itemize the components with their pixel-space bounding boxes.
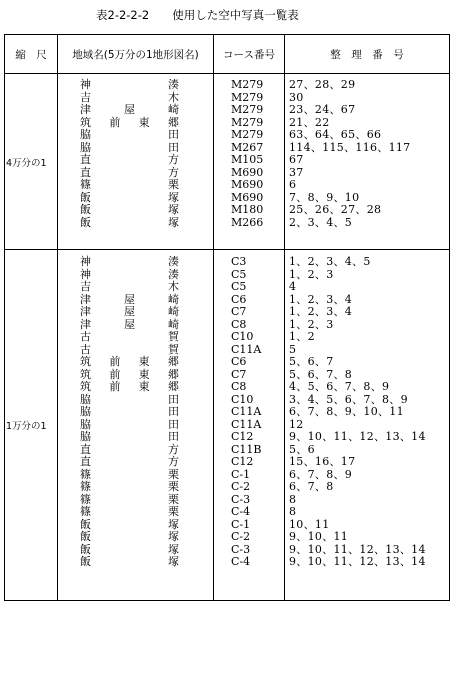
area-char: 篠 (80, 178, 91, 191)
area-char: 栗 (168, 178, 179, 191)
area-char: 飯 (80, 190, 91, 204)
serial-numbers: 9、10、11、12、13、14 (289, 430, 426, 443)
course-number: C-1 (231, 517, 251, 531)
serial-numbers: 12 (289, 417, 304, 431)
course-number: M279 (231, 90, 264, 104)
area-char: 東 (138, 115, 150, 129)
serial-numbers: 6、7、8、9 (289, 467, 353, 481)
area-char: 津 (80, 103, 91, 116)
area-char: 賀 (168, 330, 179, 343)
area-char: 篠 (80, 467, 91, 481)
course-number: M279 (231, 128, 264, 141)
serial-numbers: 8 (289, 492, 297, 506)
serial-numbers: 67 (289, 153, 304, 166)
area-char: 塚 (168, 517, 179, 531)
area-char: 飯 (80, 215, 91, 229)
course-number: C12 (231, 430, 254, 443)
course-number: M279 (231, 115, 264, 129)
area-char: 崎 (168, 103, 179, 116)
serial-numbers: 5、6 (289, 442, 315, 456)
serial-numbers: 30 (289, 90, 304, 104)
area-char: 篠 (80, 480, 91, 493)
course-number: C8 (231, 380, 247, 393)
area-name (58, 456, 213, 469)
serial-numbers: 1、2、3、4 (289, 305, 353, 318)
area-char: 脇 (80, 417, 91, 431)
area-char: 方 (168, 165, 179, 179)
serial-numbers: 9、10、11、12、13、14 (289, 555, 426, 568)
serial-numbers: 5 (289, 342, 297, 356)
area-name (58, 79, 213, 92)
course-number: C-4 (231, 555, 251, 568)
course-number: C11B (231, 442, 262, 456)
area-name (58, 217, 213, 230)
area-char: 田 (168, 405, 179, 418)
area-char: 郷 (167, 380, 179, 393)
area-char: 吉 (80, 280, 91, 293)
area-char: 栗 (168, 480, 179, 493)
area-char: 脇 (80, 392, 91, 406)
course-number: C7 (231, 305, 247, 318)
course-number: M279 (231, 103, 264, 116)
area-name (58, 356, 213, 369)
aerial-photo-table (4, 34, 450, 601)
course-cell (214, 250, 285, 601)
area-char: 篠 (80, 492, 91, 506)
serial-numbers: 10、11 (289, 517, 330, 531)
area-name (58, 306, 213, 319)
serial-numbers: 25、26、27、28 (289, 203, 382, 216)
area-char: 吉 (80, 90, 91, 104)
area-char: 飯 (80, 542, 91, 556)
area-char: 直 (80, 455, 91, 468)
course-number: C12 (231, 455, 254, 468)
area-char: 塚 (168, 203, 179, 216)
serial-numbers: 21、22 (289, 115, 330, 129)
course-number: C5 (231, 280, 247, 293)
course-number: C11A (231, 417, 262, 431)
area-char: 田 (168, 430, 179, 443)
course-number: M690 (231, 190, 264, 204)
group-row (5, 74, 450, 250)
course-number: C6 (231, 355, 247, 368)
header-area: 地域名(5万分の1地形図名) (58, 35, 214, 74)
area-name (58, 331, 213, 344)
area-char: 古 (80, 342, 91, 356)
course-number: C11A (231, 342, 262, 356)
header-serial: 整 理 番 号 (285, 35, 450, 74)
course-number: C8 (231, 317, 247, 331)
area-char: 屋 (124, 103, 135, 116)
area-char: 栗 (168, 492, 179, 506)
course-number: C-2 (231, 530, 251, 543)
area-cell (58, 74, 214, 250)
course-number: C3 (231, 255, 247, 268)
serial-numbers: 27、28、29 (289, 78, 356, 91)
area-char: 津 (80, 292, 91, 306)
area-char: 方 (168, 153, 179, 166)
area-char: 筑 (80, 115, 91, 129)
area-char: 津 (80, 305, 91, 318)
area-char: 古 (80, 330, 91, 343)
area-char: 崎 (168, 317, 179, 331)
area-char: 田 (168, 128, 179, 141)
course-number: C-1 (231, 467, 251, 481)
serial-numbers: 1、2、3 (289, 317, 334, 331)
serial-numbers: 114、115、116、117 (289, 140, 411, 154)
area-name (58, 431, 213, 444)
serial-numbers: 4、5、6、7、8、9 (289, 380, 390, 393)
area-char: 神 (80, 78, 91, 91)
course-number: M105 (231, 153, 264, 166)
serial-numbers: 1、2、3 (289, 267, 334, 281)
area-char: 東 (138, 380, 150, 393)
area-char: 神 (80, 255, 91, 268)
serial-numbers: 5、6、7 (289, 355, 334, 368)
scale-cell: 1万分の1 (5, 250, 58, 601)
course-number: M690 (231, 165, 264, 179)
serial-numbers: 7、8、9、10 (289, 190, 360, 204)
course-cell (214, 74, 285, 250)
serial-numbers: 3、4、5、6、7、8、9 (289, 392, 408, 406)
area-char: 筑 (80, 380, 91, 393)
area-name (58, 154, 213, 167)
area-char: 前 (109, 367, 121, 381)
area-name (58, 281, 213, 294)
area-name (58, 531, 213, 544)
area-name (58, 406, 213, 419)
area-char: 田 (168, 392, 179, 406)
area-char: 筑 (80, 367, 91, 381)
area-char: 前 (109, 115, 121, 129)
course-number: M180 (231, 203, 264, 216)
area-char: 崎 (168, 305, 179, 318)
course-number: C10 (231, 392, 254, 406)
area-char: 賀 (168, 342, 179, 356)
course-number: M690 (231, 178, 264, 191)
serial-numbers: 37 (289, 165, 304, 179)
area-char: 直 (80, 442, 91, 456)
area-char: 栗 (168, 505, 179, 518)
area-char: 直 (80, 165, 91, 179)
table-caption: 表2-2-2-2 使用した空中写真一覧表 (96, 8, 299, 22)
area-char: 塚 (168, 542, 179, 556)
area-char: 塚 (168, 555, 179, 568)
area-char: 前 (109, 355, 121, 368)
course-number: C7 (231, 367, 247, 381)
area-name (58, 506, 213, 519)
serial-numbers: 6、7、8、9、10、11 (289, 405, 404, 418)
serial-numbers: 5、6、7、8 (289, 367, 353, 381)
course-number: C-3 (231, 542, 251, 556)
area-char: 東 (138, 355, 150, 368)
area-char: 塚 (168, 530, 179, 543)
area-char: 脇 (80, 405, 91, 418)
serial-numbers: 2、3、4、5 (289, 215, 353, 229)
course-number: C6 (231, 292, 247, 306)
serial-numbers: 6 (289, 178, 297, 191)
area-char: 飯 (80, 517, 91, 531)
area-char: 郷 (167, 367, 179, 381)
area-char: 湊 (168, 255, 179, 268)
area-char: 田 (168, 140, 179, 154)
area-name (58, 129, 213, 142)
area-char: 湊 (168, 267, 179, 281)
area-char: 郷 (167, 355, 179, 368)
course-number: M279 (231, 78, 264, 91)
area-cell (58, 250, 214, 601)
area-char: 筑 (80, 355, 91, 368)
area-char: 塚 (168, 190, 179, 204)
area-char: 田 (168, 417, 179, 431)
area-name (58, 381, 213, 394)
area-char: 栗 (168, 467, 179, 481)
course-number: C10 (231, 330, 254, 343)
header-scale: 縮 尺 (5, 35, 58, 74)
serial-numbers: 9、10、11、12、13、14 (289, 542, 426, 556)
area-char: 塚 (168, 215, 179, 229)
serial-cell (285, 250, 450, 601)
area-char: 篠 (80, 505, 91, 518)
area-name (58, 556, 213, 569)
course-number: M267 (231, 140, 264, 154)
serial-numbers: 1、2 (289, 330, 315, 343)
area-char: 飯 (80, 530, 91, 543)
course-number: C-3 (231, 492, 251, 506)
area-char: 脇 (80, 430, 91, 443)
area-char: 屋 (124, 317, 135, 331)
area-char: 木 (168, 90, 179, 104)
area-char: 前 (109, 380, 121, 393)
course-number: C-4 (231, 505, 251, 518)
serial-numbers: 6、7、8 (289, 480, 334, 493)
area-char: 直 (80, 153, 91, 166)
area-char: 屋 (124, 305, 135, 318)
area-char: 木 (168, 280, 179, 293)
area-char: 津 (80, 317, 91, 331)
area-name (58, 256, 213, 269)
course-number: C-2 (231, 480, 251, 493)
serial-numbers: 15、16、17 (289, 455, 356, 468)
area-char: 方 (168, 455, 179, 468)
area-name (58, 179, 213, 192)
serial-numbers: 23、24、67 (289, 103, 356, 116)
course-number: C11A (231, 405, 262, 418)
area-char: 東 (138, 367, 150, 381)
area-char: 方 (168, 442, 179, 456)
area-char: 脇 (80, 128, 91, 141)
area-char: 神 (80, 267, 91, 281)
serial-numbers: 63、64、65、66 (289, 128, 382, 141)
course-number: C5 (231, 267, 247, 281)
area-name (58, 104, 213, 117)
header-course: コース番号 (214, 35, 285, 74)
serial-numbers: 1、2、3、4、5 (289, 255, 371, 268)
area-char: 湊 (168, 78, 179, 91)
serial-cell (285, 74, 450, 250)
scale-cell: 4万分の1 (5, 74, 58, 250)
course-number: M266 (231, 215, 264, 229)
area-name (58, 481, 213, 494)
area-char: 脇 (80, 140, 91, 154)
serial-numbers: 4 (289, 280, 297, 293)
area-char: 飯 (80, 555, 91, 568)
area-name (58, 204, 213, 217)
serial-numbers: 1、2、3、4 (289, 292, 353, 306)
header-row (5, 35, 450, 74)
serial-numbers: 8 (289, 505, 297, 518)
area-char: 飯 (80, 203, 91, 216)
serial-numbers: 9、10、11 (289, 530, 349, 543)
area-char: 郷 (167, 115, 179, 129)
area-char: 屋 (124, 292, 135, 306)
area-char: 崎 (168, 292, 179, 306)
group-row (5, 250, 450, 601)
